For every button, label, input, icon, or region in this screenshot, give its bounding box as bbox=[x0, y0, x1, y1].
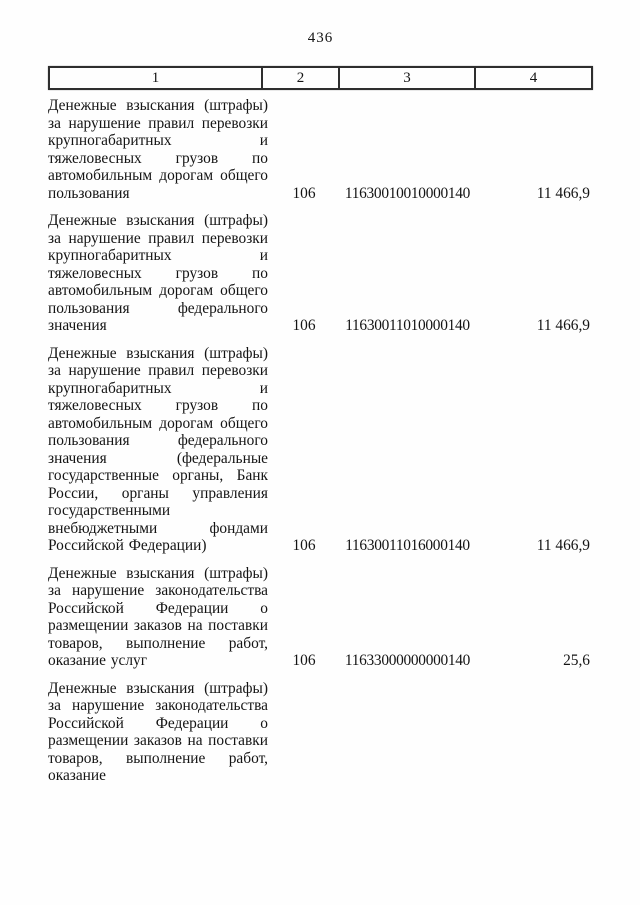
row-name: Денежные взыскания (штрафы) за нарушение законодательства Российской Федерации о размещении заказов на поставки товаров, выполнение работ, оказание услуг bbox=[48, 564, 268, 669]
row-name: Денежные взыскания (штрафы) за нарушение правил перевозки крупногабаритных и тяжеловесных грузов по автомобильным дорогам общего пользования федерального значения bbox=[48, 212, 268, 334]
table-column-header bbox=[48, 66, 593, 90]
column-header-2: 2 bbox=[263, 68, 340, 88]
row-amount: 11 466,9 bbox=[536, 317, 590, 334]
page-number: 436 bbox=[307, 30, 334, 46]
table-row bbox=[48, 680, 593, 785]
table-row bbox=[48, 97, 593, 202]
row-admin-code: 106 bbox=[292, 652, 316, 669]
column-header-3: 3 bbox=[340, 68, 476, 88]
row-name: Денежные взыскания (штрафы) за нарушение правил перевозки крупногабаритных и тяжеловесных грузов по автомобильным дорогам общего пользования bbox=[48, 97, 268, 202]
table-row bbox=[48, 212, 593, 335]
row-budget-code: 11630010010000140 bbox=[344, 184, 471, 202]
row-amount: 25,6 bbox=[563, 652, 590, 669]
row-budget-code: 11630011010000140 bbox=[345, 317, 470, 334]
row-admin-code: 106 bbox=[292, 184, 316, 202]
column-header-4: 4 bbox=[529, 69, 538, 86]
row-amount: 11 466,9 bbox=[536, 537, 590, 554]
row-admin-code: 106 bbox=[292, 537, 316, 554]
table-body bbox=[48, 97, 593, 795]
table-row bbox=[48, 565, 593, 670]
table-row bbox=[48, 345, 593, 555]
row-amount: 11 466,9 bbox=[536, 184, 590, 202]
column-header-1: 1 bbox=[50, 68, 263, 88]
row-admin-code: 106 bbox=[292, 317, 316, 334]
row-name: Денежные взыскания (штрафы) за нарушение законодательства Российской Федерации о размещении заказов на поставки товаров, выполнение работ, оказание bbox=[48, 679, 268, 784]
row-budget-code: 11633000000000140 bbox=[344, 652, 471, 669]
row-budget-code: 11630011016000140 bbox=[345, 537, 470, 554]
row-name: Денежные взыскания (штрафы) за нарушение правил перевозки крупногабаритных и тяжеловесных грузов по автомобильным дорогам общего пользования федерального значения (федеральные государственные органы, Банк России, органы управления государственными внебюджетными фондами Российской Федерации) bbox=[48, 344, 268, 554]
